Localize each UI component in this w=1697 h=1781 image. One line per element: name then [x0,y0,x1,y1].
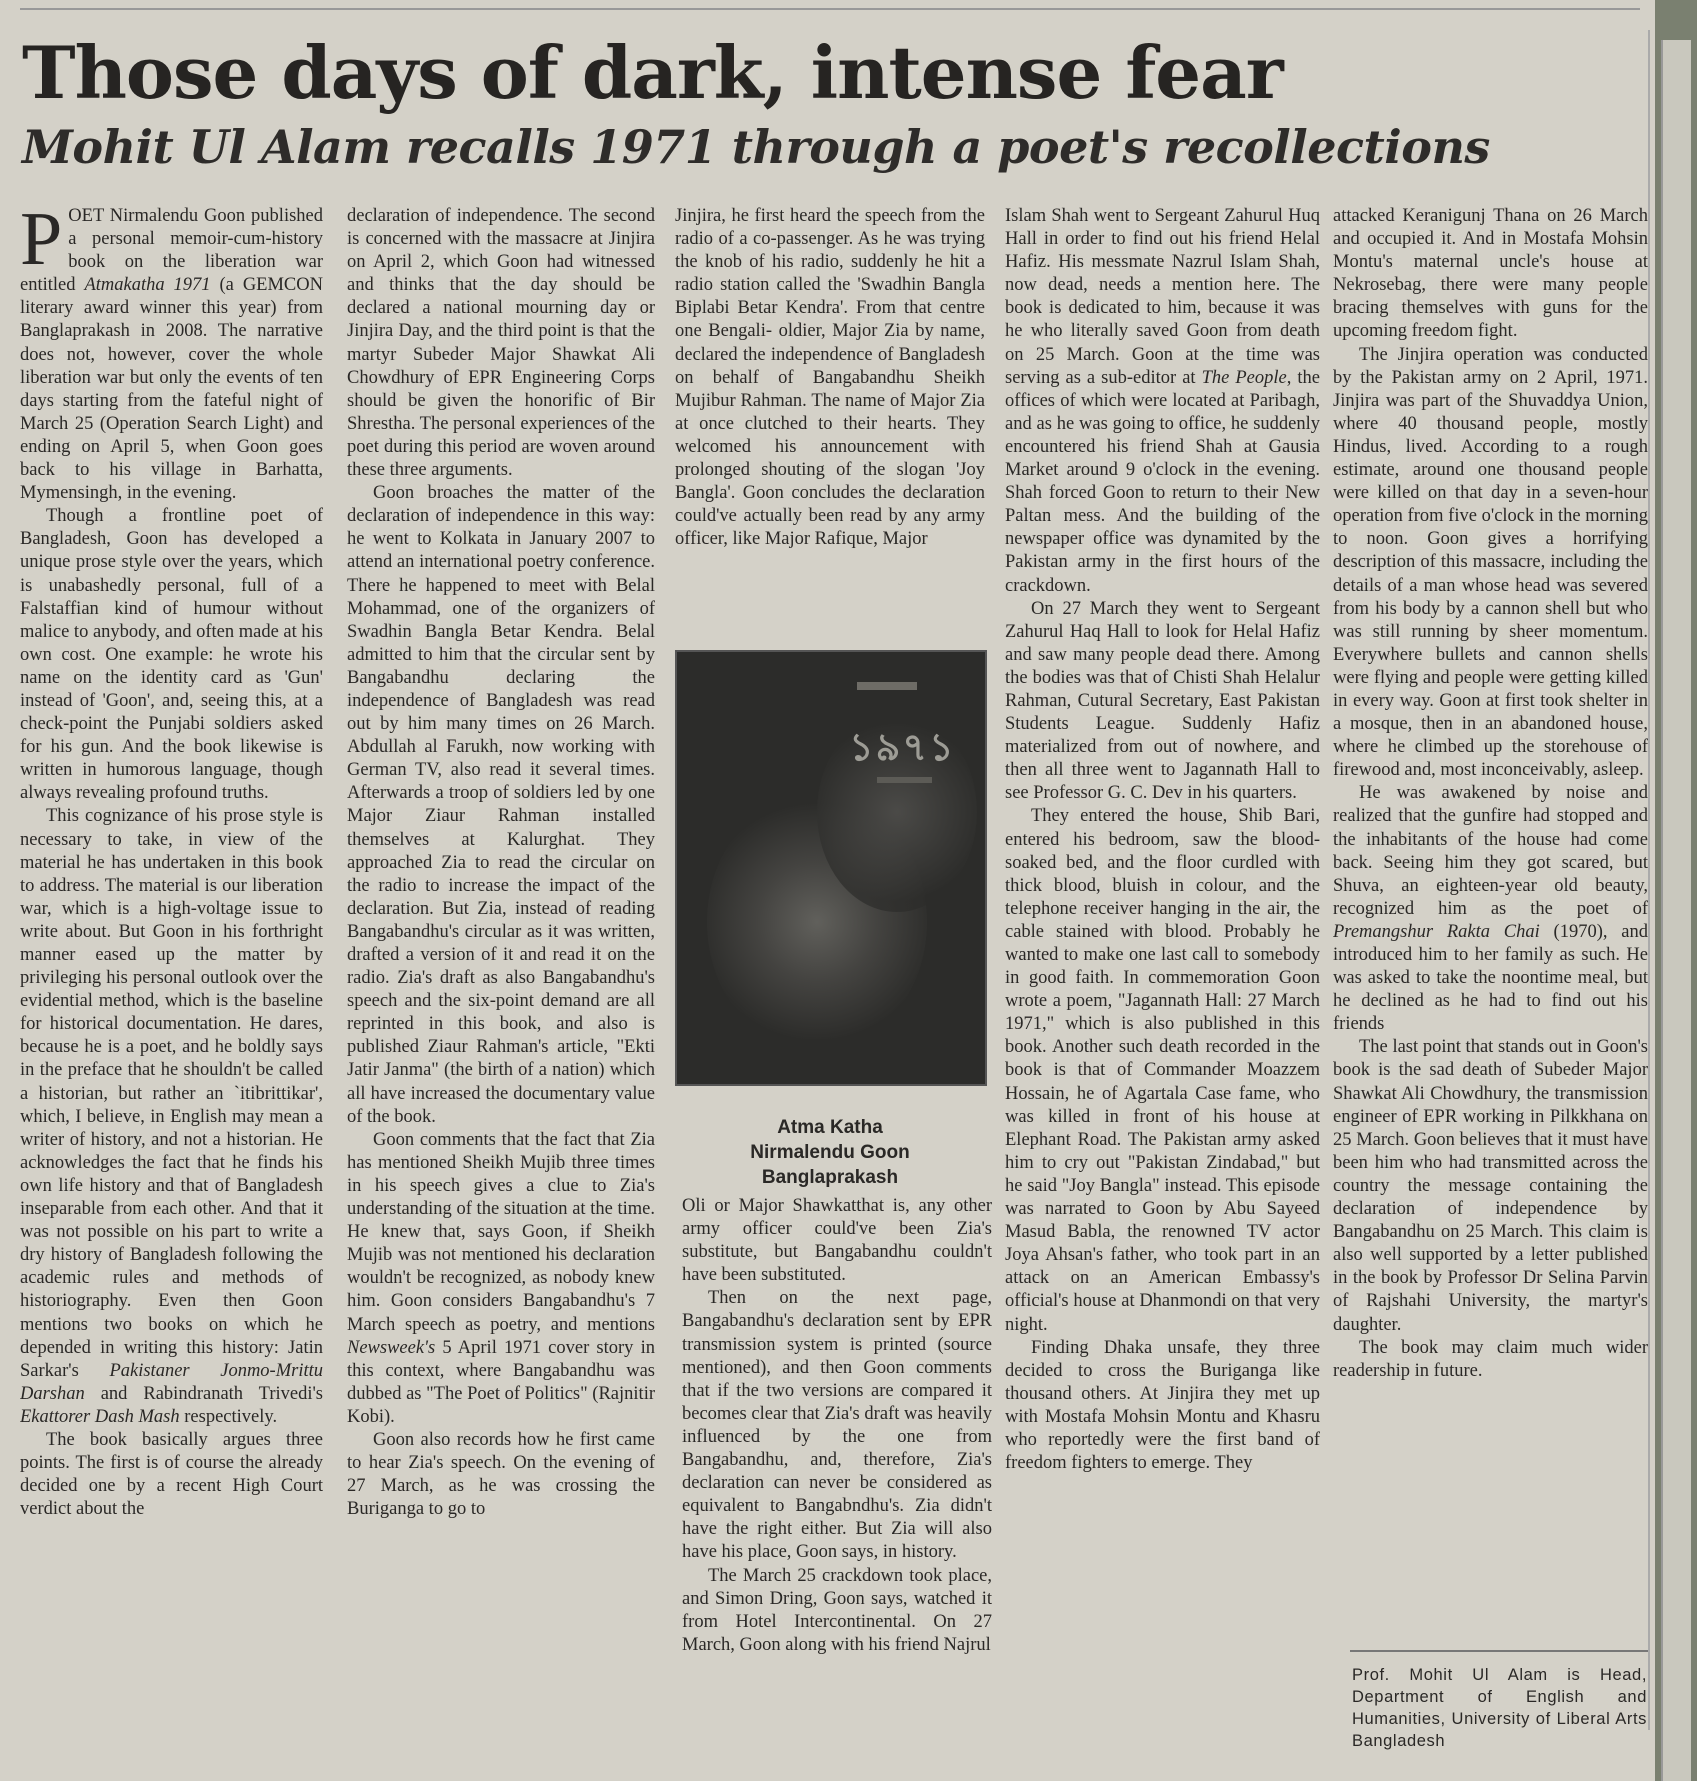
paragraph: This cognizance of his prose style is necessary to take, in view of the material he has undertaken in this book to address. The material is our liberation war, which is a high-voltage issue to write about. But Goon in his forthright manner eased up the matter by privileging his personal outlook over the evidential method, which is the baseline for historical documentation. He dares, because he is a poet, and he boldly says in the preface that he shouldn't be called a historian, but rather an `itibrittikar', which, I believe, in English may mean a writer of history, and not a historian. He acknowledges the fact that he finds his own life history and that of Bangladesh inseparable from each other. And that it was not possible on his part to write a dry history of Bangladesh following the academic rules and methods of historiography. Even then Goon mentions two books on which he depended in writing this history: Jatin Sarkar's Pakistaner Jonmo-Mrittu Darshan and Rabindranath Trivedi's Ekattorer Dash Mash respectively. [20,806,323,1427]
newspaper-title: The People [1201,367,1287,388]
paragraph: Islam Shah went to Sergeant Zahurul Huq Hall in order to find out his friend Helal Hafiz. His messmate Nazrul Islam Shah, now dead, needs a mention here. The book is dedicated to him, because it was he who literally saved Goon from death on 25 March. Goon at the time was serving as a sub-editor at The People, the offices of which were located at Paribagh, and as he was going to office, he suddenly encountered his friend Shah at Gausia Market around 9 o'clock in the evening. Shah forced Goon to return to their New Paltan mess. And the building of the newspaper office was dynamited by the Pakistan army in the first hours of the crackdown. [1005,206,1320,596]
author-bio: Prof. Mohit Ul Alam is Head, Department of English and Humanities, University of Liberal Arts Bangladesh [1352,1666,1647,1750]
article-column-3-top [675,205,985,625]
article-column-4 [1005,205,1320,1775]
paragraph: attacked Keranigunj Thana on 26 March and occupied it. And in Mostafa Mohsin Montu's maternal uncle's house at Nekrosebag, there were many people bracing themselves with guns for the upcoming freedom fight. [1333,206,1648,342]
right-column-rule [1648,30,1650,1730]
paragraph: He was awakened by noise and realized that the gunfire had stopped and the inhabitants of the house had come back. Seeing him they got scared, but Shuva, an eighteen-year old beauty, recognized him as the poet of Premangshur Rakta Chai (1970), and introduced him to her family as such. He was asked to take the noontime meal, but he declined as he had to find out his friends [1333,783,1648,1035]
paragraph: Goon comments that the fact that Zia has mentioned Sheikh Mujib three times in his speech gives a clue to Zia's understanding of the situation at the time. He knew that, says Goon, if Sheikh Mujib was not mentioned his declaration wouldn't be recognized, as nobody knew him. Goon considers Bangabandhu's 7 March speech as poetry, and mentions Newsweek's 5 April 1971 cover story in this context, where Bangabandhu was dubbed as "The Poet of Politics" (Rajnitir Kobi). [347,1129,655,1427]
adjacent-page-edge [1655,0,1697,1781]
paragraph: Though a frontline poet of Bangladesh, Goon has developed a unique prose style over the years, which is unabashedly personal, full of a Falstaffian kind of humour without malice to anybody, and often made at his own cost. One example: he wrote his name on the identity card as 'Gun' instead of 'Goon', and, seeing this, at a check-point the Punjabi soldiers asked for his gun. And the book likewise is written in humorous language, though always revealing profound truths. [20,506,323,804]
article-column-3-bottom [682,1195,992,1775]
image-caption [675,1115,985,1190]
paragraph: The March 25 crackdown took place, and Simon Dring, Goon says, watched it from Hotel Intercontinental. On 27 March, Goon along with his friend Najrul [682,1565,992,1655]
magazine-title: Newsweek's [347,1337,436,1358]
book-cover-image [675,650,987,1086]
caption-author: Nirmalendu Goon [750,1142,910,1163]
headline: Those days of dark, intense fear [22,30,1283,115]
article-column-1 [20,205,323,1775]
caption-publisher: Banglaprakash [761,1167,899,1188]
poem-title: Premangshur Rakta Chai [1333,921,1540,942]
paragraph: The book basically argues three points. The first is of course the already decided one by a recent High Court verdict about the [20,1429,323,1520]
paragraph: The book may claim much wider readership in future. [1333,1337,1648,1381]
paragraph: On 27 March they went to Sergeant Zahurul Haq Hall to look for Helal Hafiz and saw many people dead there. Among the bodies was that of Chisti Shah Helalur Rahman, Cutural Secretary, East Pakistan Students League. Suddenly Hafiz materialized from out of nowhere, and then all three went to Jagannath Hall to see Professor G. C. Dev in his quarters. [1005,598,1320,804]
article-column-2 [347,205,655,1775]
paragraph: Finding Dhaka unsafe, they three decided to cross the Buriganga like thousand others. At Jinjira they met up with Mostafa Mohsin Montu and Khasru who reportedly were the first band of freedom fighters to emerge. They [1005,1337,1320,1474]
paragraph: The Jinjira operation was conducted by the Pakistan army on 2 April, 1971. Jinjira was part of the Shuvaddya Union, where 40 thousand people, mostly Hindus, lived. According to a rough estimate, around one thousand people were killed on that day in a seven-hour operation from five o'clock in the morning to noon. Goon gives a horrifying description of this massacre, including the details of a man whose head was severed from his body by a cannon shell but who was still running by sheer momentum. Everywhere bullets and cannon shells were flying and people were getting killed in every way. Goon at first took shelter in a mosque, then in an abandoned house, where he climbed up the storehouse of firewood and, most inconceivably, asleep. [1333,344,1648,781]
paragraph: The last point that stands out in Goon's book is the sad death of Subeder Major Shawkat Ali Chowdhury, the transmission engineer of EPR working in Pilkkhana on 25 March. Goon believes that it must have been him who had transmitted across the country the message containing the declaration of independence by Bangabandhu on 25 March. This claim is also well supported by a letter published in the book by Professor Dr Selina Parvin of Rajshahi University, the martyr's daughter. [1333,1037,1648,1335]
drop-cap: P [20,205,63,281]
book-title: Ekattorer Dash Mash [20,1406,180,1427]
paragraph: declaration of independence. The second is concerned with the massacre at Jinjira on April 2, which Goon had witnessed and thinks that the day should be declared a national mourning day or Jinjira Day, and the third point is that the martyr Subeder Major Shawkat Ali Chowdhury of EPR Engineering Corps should be given the honorific of Bir Shrestha. The personal experiences of the poet during this period are woven around these three arguments. [347,206,655,481]
paragraph: POET Nirmalendu Goon published a personal memoir-cum-history book on the liberation war entitled Atmakatha 1971 (a GEMCON literary award winner this year) from Banglaprakash in 2008. The narrative does not, however, cover the whole liberation war but only the events of ten days starting from the fateful night of March 25 (Operation Search Light) and ending on April 5, when Goon goes back to his village in Barhatta, Mymensingh, in the evening. [20,205,323,504]
paragraph: Goon broaches the matter of the declaration of independence in this way: he went to Kolkata in January 2007 to attend an international poetry conference. There he happened to meet with Belal Mohammad, one of the organizers of Swadhin Bangla Betar Kendra. Belal admitted to him that the circular sent by Bangabandhu declaring the independence of Bangladesh was read out by him many times on 26 March. Abdullah al Farukh, now working with German TV, also read it several times. Afterwards a troop of soldiers led by one Major Ziaur Rahman installed themselves at Kalurghat. They approached Zia to read the circular on the radio to increase the impact of the declaration. But Zia, instead of reading Bangabandhu's circular as it was written, drafted a version of it and read it on the radio. Zia's draft as also Bangabandhu's speech and the six-point demand are all reprinted in this book, and also is published Ziaur Rahman's article, "Ekti Jatir Janma" (the birth of a nation) which all have increased the documentary value of the book. [347,483,655,1127]
paragraph: They entered the house, Shib Bari, entered his bedroom, saw the blood-soaked bed, and the floor curdled with thick blood, bluish in colour, and the telephone receiver hanging in the air, the cable stained with blood. Probably he wanted to make one last call to somebody in good faith. In commemoration Goon wrote a poem, "Jagannath Hall: 27 March 1971," which is also published in this book. Another such death recorded in the book is that of Commander Moazzem Hossain, he of Agartala Case fame, who was killed in front of his house at Elephant Road. The Pakistan army asked him to cry out "Pakistan Zindabad," but he said "Joy Bangla" instead. This episode was narrated to Goon by Abu Sayeed Masud Babla, the renowned TV actor Joya Ahsan's father, who took part in an attack on an American Embassy's official's house at Dhanmondi on that very night. [1005,806,1320,1335]
paragraph: Goon also records how he first came to hear Zia's speech. On the evening of 27 March, as he was crossing the Buriganga to go to [347,1429,655,1520]
caption-title: Atma Katha [777,1117,883,1138]
paragraph: Jinjira, he first heard the speech from the radio of a co-passenger. As he was trying the knob of his radio, suddenly he hit a radio station called the 'Swadhin Bangla Biplabi Betar Kendra'. From that centre one Bengali- oldier, Major Zia by name, declared the independence of Bangladesh on behalf of Bangabandhu Sheikh Mujibur Rahman. The name of Major Zia at once clutched to their hearts. They welcomed his announcement with prolonged shouting of the slogan 'Joy Bangla'. Goon concludes the declaration could've actually been read by any army officer, like Major Rafique, Major [675,206,985,550]
bio-divider [1350,1650,1648,1652]
book-title: Pakistaner Jonmo-Mrittu Darshan [20,1360,323,1404]
paragraph: Then on the next page, Bangabandhu's declaration sent by EPR transmission system is printed (source mentioned), and then Goon comments that if the two versions are compared it becomes clear that Zia's draft was heavily influenced by the one from Bangabandhu, and, therefore, Zia's declaration can never be considered as equivalent to Bangabndhu's. Zia didn't have the right either. But Zia will also have his place, Goon says, in history. [682,1288,992,1563]
cover-numerals: ১৯৭১ [849,725,956,769]
subheadline: Mohit Ul Alam recalls 1971 through a poet's recollections [22,120,1490,174]
top-rule [20,8,1640,10]
article-column-5 [1333,205,1648,1635]
book-title: Atmakatha 1971 [84,275,211,296]
paragraph: Oli or Major Shawkatthat is, any other army officer could've been Zia's substitute, but Bangabandhu couldn't have been substituted. [682,1196,992,1286]
